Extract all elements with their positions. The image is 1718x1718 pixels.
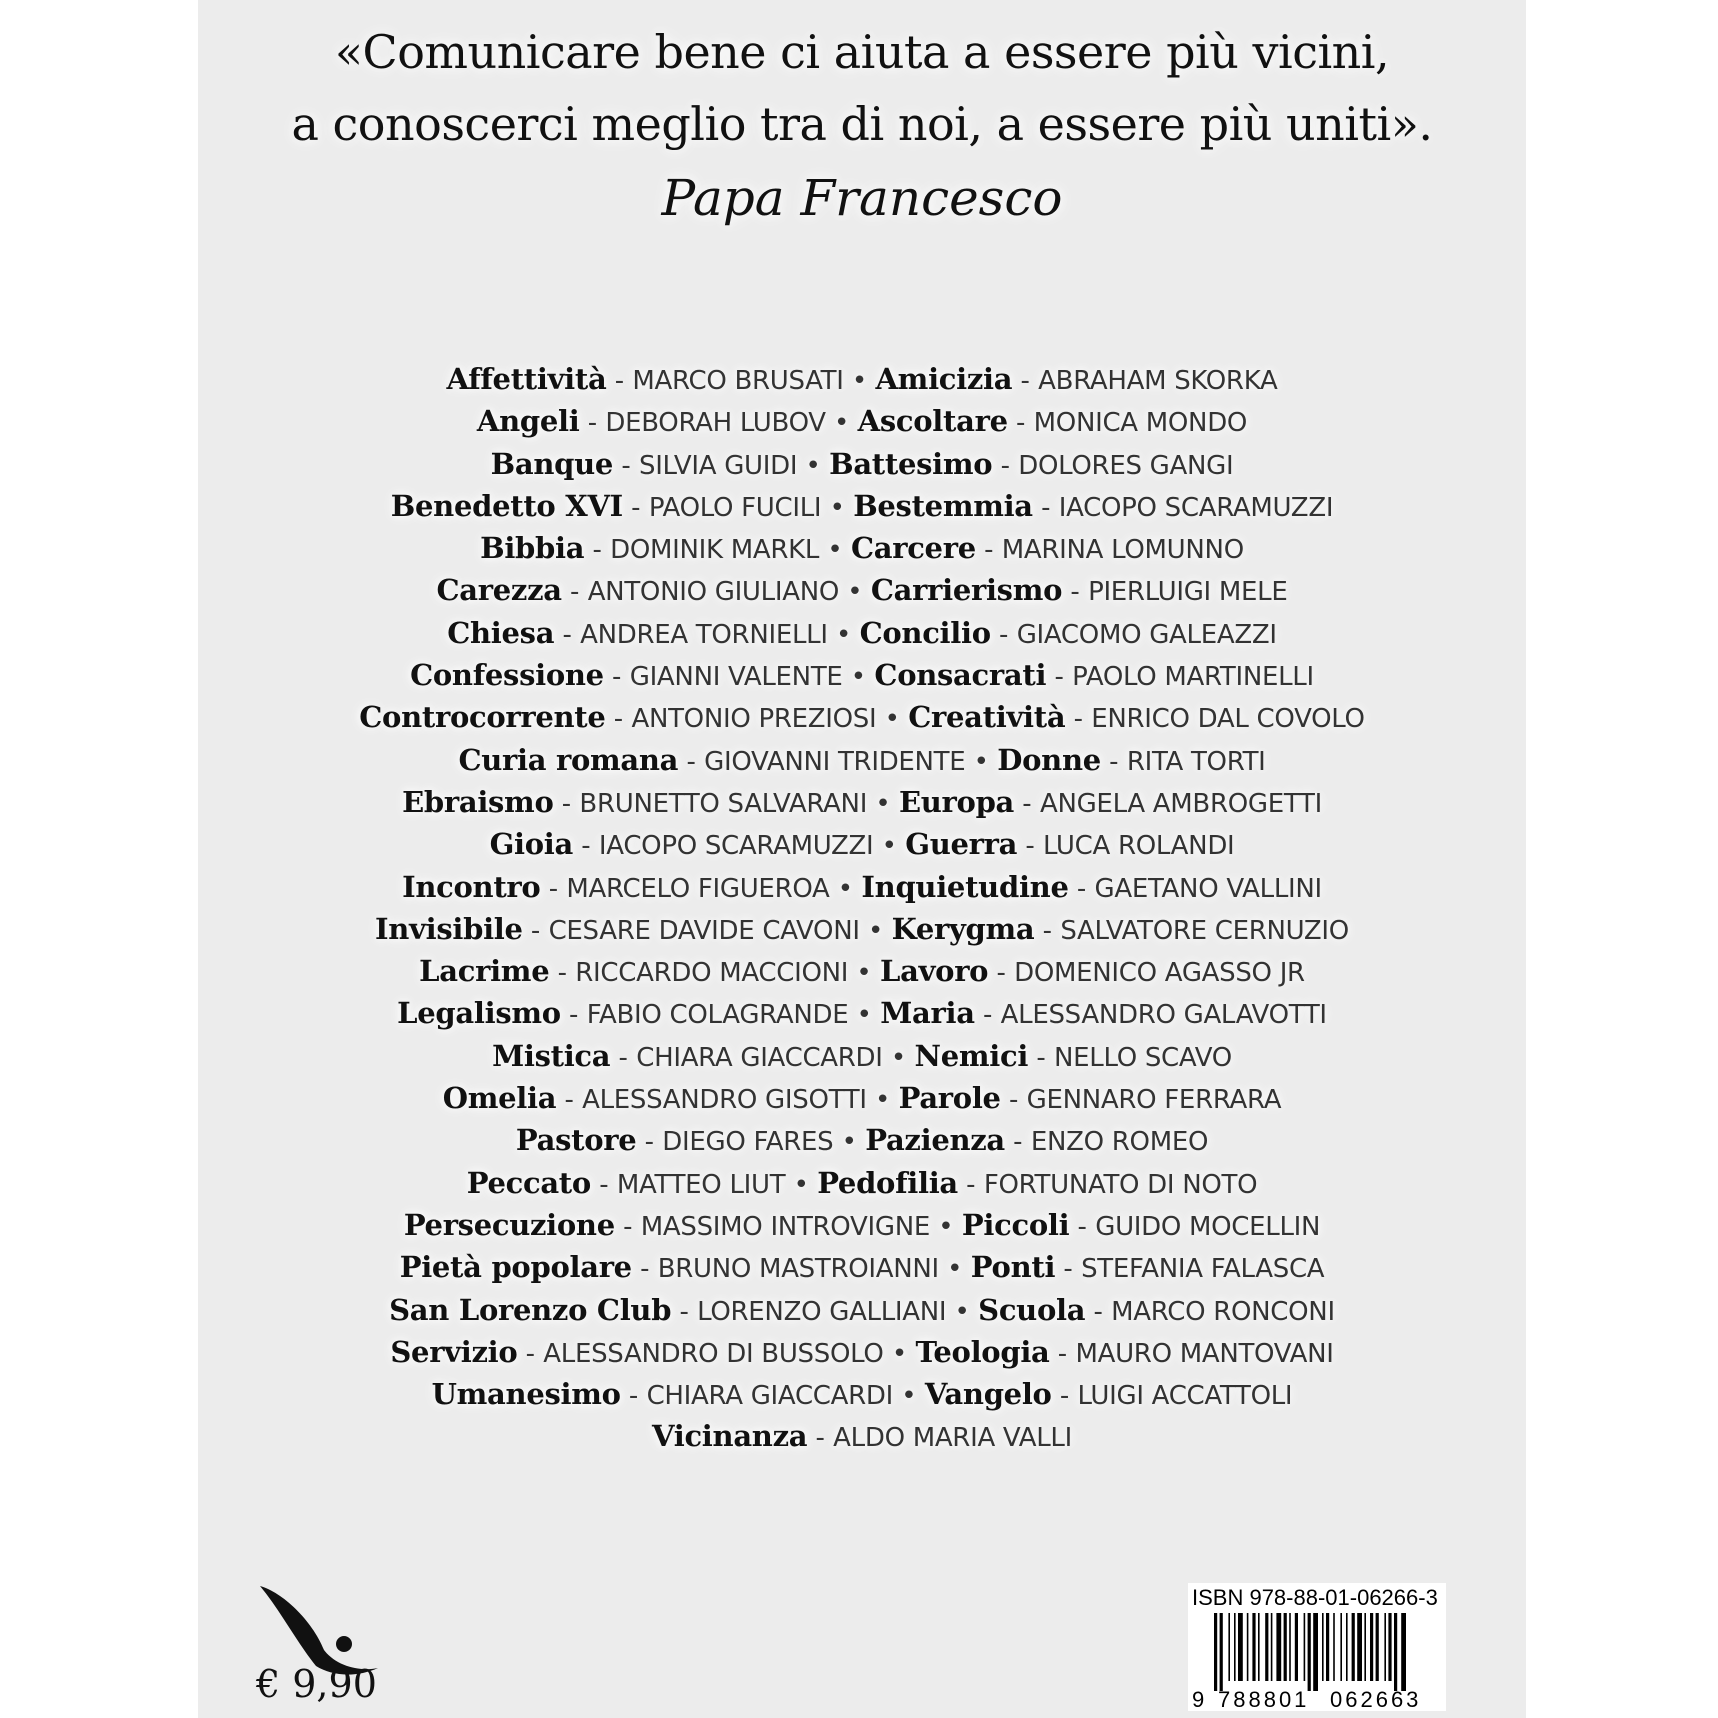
dash-separator: - — [554, 619, 581, 650]
entry-topic: Vicinanza — [652, 1419, 808, 1454]
dash-separator: - — [1049, 1338, 1076, 1369]
entry-topic: Consacrati — [874, 658, 1047, 693]
entry-author: LUCA ROLANDI — [1043, 831, 1235, 862]
dash-separator: - — [561, 577, 588, 608]
bullet-separator: • — [873, 831, 906, 862]
entry-topic: Controcorrente — [359, 700, 606, 735]
entry-topic: Legalismo — [397, 996, 561, 1031]
entry-topic: Amicizia — [875, 362, 1013, 396]
entry-row — [198, 908, 1526, 950]
isbn-barcode — [1188, 1583, 1446, 1711]
barcode-bar — [1326, 1613, 1329, 1681]
entry-topic: Pastore — [515, 1123, 637, 1158]
bullet-separator: • — [848, 1000, 881, 1031]
dash-separator: - — [613, 450, 639, 481]
entry-topic: Persecuzione — [403, 1207, 615, 1242]
barcode-bar — [1238, 1613, 1243, 1681]
dash-separator: - — [606, 366, 633, 396]
dash-separator: - — [1085, 1296, 1112, 1327]
dash-separator: - — [522, 915, 549, 946]
barcode-bar — [1284, 1613, 1287, 1681]
entry-topic: Gioia — [489, 827, 573, 862]
bullet-separator: • — [946, 1296, 979, 1327]
entry-author: LORENZO GALLIANI — [697, 1296, 947, 1327]
entry-author: MARCO BRUSATI — [632, 366, 844, 396]
barcode-bar — [1388, 1613, 1391, 1681]
entry-row — [198, 1035, 1526, 1077]
barcode-icon — [1188, 1583, 1446, 1711]
entry-author: GAETANO VALLINI — [1094, 873, 1322, 904]
dash-separator: - — [1062, 577, 1089, 608]
entry-author: MATTEO LIUT — [616, 1169, 786, 1200]
dash-separator: - — [1100, 746, 1127, 777]
entry-author: ENRICO DAL COVOLO — [1091, 704, 1365, 735]
barcode-bar — [1247, 1613, 1249, 1681]
quote-author: Papa Francesco — [661, 169, 1063, 227]
dash-separator: - — [807, 1423, 834, 1454]
entry-author: IACOPO SCARAMUZZI — [598, 831, 874, 862]
dash-separator: - — [1012, 366, 1039, 396]
entry-topic: Banque — [490, 446, 614, 481]
entry-author: FORTUNATO DI NOTO — [983, 1169, 1258, 1200]
entry-topic: Lacrime — [419, 954, 550, 989]
entry-author: PAOLO MARTINELLI — [1072, 662, 1314, 693]
bullet-separator: • — [938, 1254, 971, 1285]
dash-separator: - — [975, 535, 1002, 566]
barcode-bar — [1258, 1613, 1260, 1681]
entry-author: ALDO MARIA VALLI — [833, 1423, 1072, 1454]
entry-author: CESARE DAVIDE CAVONI — [548, 915, 860, 946]
entry-topic: Angeli — [476, 404, 580, 439]
dash-separator: - — [1046, 662, 1073, 693]
contributors-list — [198, 358, 1526, 1458]
entry-topic: Carrierismo — [870, 573, 1063, 608]
entry-author: MONICA MONDO — [1033, 408, 1248, 439]
dash-separator: - — [990, 619, 1017, 650]
entry-author: ALESSANDRO DI BUSSOLO — [543, 1338, 884, 1369]
bullet-separator: • — [797, 450, 830, 481]
barcode-bar — [1322, 1613, 1324, 1681]
entry-row — [198, 443, 1526, 485]
barcode-bar — [1252, 1613, 1255, 1681]
entry-topic: Bibbia — [480, 531, 585, 566]
bullet-separator: • — [867, 788, 899, 819]
entry-row — [198, 400, 1526, 442]
entry-row — [198, 654, 1526, 696]
dash-separator: - — [1068, 873, 1095, 904]
dash-separator: - — [590, 1169, 617, 1200]
bullet-separator: • — [930, 1211, 962, 1242]
barcode-bar — [1304, 1613, 1306, 1681]
entry-row — [198, 696, 1526, 738]
entry-row — [198, 1119, 1526, 1161]
entry-topic: Mistica — [492, 1038, 611, 1073]
dash-separator: - — [636, 1127, 663, 1158]
dash-separator: - — [517, 1338, 544, 1369]
dash-separator: - — [1034, 915, 1061, 946]
entry-author: LUIGI ACCATTOLI — [1077, 1381, 1293, 1412]
entry-topic: Ebraismo — [402, 784, 554, 819]
dash-separator: - — [1069, 1211, 1096, 1242]
entry-row — [198, 569, 1526, 611]
entry-topic: Donne — [997, 742, 1101, 777]
dash-separator: - — [678, 746, 705, 777]
dash-separator: - — [584, 535, 611, 566]
entry-topic: Ponti — [970, 1250, 1056, 1285]
barcode-bar — [1228, 1613, 1230, 1681]
dash-separator: - — [1065, 704, 1092, 735]
entry-author: IACOPO SCARAMUZZI — [1058, 492, 1334, 523]
dash-separator: - — [1017, 831, 1044, 862]
dash-separator: - — [957, 1169, 984, 1200]
entry-row — [198, 1373, 1526, 1415]
barcode-bar — [1276, 1613, 1281, 1681]
entry-author: MARCO RONCONI — [1111, 1296, 1335, 1327]
entry-topic: Chiesa — [447, 615, 555, 650]
entry-author: GIACOMO GALEAZZI — [1016, 619, 1277, 650]
barcode-bar — [1394, 1613, 1397, 1691]
barcode-bar — [1271, 1613, 1273, 1681]
entry-author: PAOLO FUCILI — [648, 492, 822, 523]
entry-topic: Ascoltare — [857, 404, 1008, 439]
entry-author: DOMENICO AGASSO JR — [1014, 958, 1305, 989]
entry-author: STEFANIA FALASCA — [1081, 1254, 1325, 1285]
dash-separator: - — [540, 873, 567, 904]
entry-row — [198, 781, 1526, 823]
entry-author: SILVIA GUIDI — [638, 450, 798, 481]
dash-separator: - — [1028, 1042, 1054, 1073]
dash-separator: - — [631, 1254, 658, 1285]
dash-separator: - — [1007, 408, 1034, 439]
entry-topic: Piccoli — [961, 1207, 1070, 1242]
bullet-separator: • — [839, 577, 871, 608]
dash-separator: - — [556, 1085, 583, 1116]
dash-separator: - — [1051, 1381, 1078, 1412]
entry-row — [198, 1204, 1526, 1246]
barcode-bar — [1376, 1613, 1379, 1681]
barcode-bar — [1214, 1613, 1217, 1691]
entry-author: BRUNO MASTROIANNI — [657, 1254, 939, 1285]
entry-row — [198, 866, 1526, 908]
dash-separator: - — [622, 492, 649, 523]
bullet-separator: • — [882, 1042, 915, 1073]
entry-author: ALESSANDRO GISOTTI — [582, 1085, 867, 1116]
barcode-bar — [1364, 1613, 1366, 1681]
quote-line-1: «Comunicare bene ci aiuta a essere più vicini, — [334, 25, 1390, 79]
entry-row — [198, 1162, 1526, 1204]
isbn-label: ISBN 978-88-01-06266-3 — [1192, 1585, 1438, 1610]
barcode-bar — [1370, 1613, 1373, 1681]
dash-separator: - — [992, 450, 1019, 481]
entry-row — [198, 950, 1526, 992]
dash-separator: - — [560, 1000, 587, 1031]
entry-topic: Battesimo — [829, 446, 993, 481]
quote-line-2: a conoscerci meglio tra di noi, a essere più uniti». — [291, 97, 1433, 151]
dash-separator: - — [1004, 1127, 1031, 1158]
entry-author: ENZO ROMEO — [1030, 1127, 1209, 1158]
entry-author: DOMINIK MARKL — [610, 535, 820, 566]
barcode-bar — [1313, 1613, 1318, 1691]
entry-topic: Pazienza — [865, 1123, 1005, 1158]
entry-author: NELLO SCAVO — [1053, 1042, 1232, 1073]
dash-separator: - — [549, 958, 576, 989]
entry-row — [198, 485, 1526, 527]
entry-author: ALESSANDRO GALAVOTTI — [1000, 1000, 1327, 1031]
entry-author: GENNARO FERRARA — [1026, 1085, 1282, 1116]
entry-author: FABIO COLAGRANDE — [586, 1000, 849, 1031]
entry-author: DIEGO FARES — [662, 1127, 834, 1158]
entry-row — [198, 823, 1526, 865]
dash-separator: - — [579, 408, 606, 439]
barcode-bar — [1265, 1613, 1268, 1681]
bullet-separator: • — [859, 915, 892, 946]
barcode-bar — [1295, 1613, 1298, 1681]
entry-row — [198, 1289, 1526, 1331]
entry-topic: Confessione — [410, 658, 604, 693]
barcode-bar — [1289, 1613, 1291, 1681]
dash-separator: - — [1014, 788, 1040, 819]
bullet-separator: • — [829, 873, 862, 904]
entry-row — [198, 527, 1526, 569]
barcode-bar — [1357, 1613, 1362, 1681]
barcode-bar — [1234, 1613, 1236, 1681]
bullet-separator: • — [848, 958, 881, 989]
barcode-bar — [1308, 1613, 1311, 1691]
entry-topic: Scuola — [978, 1292, 1086, 1327]
entry-row — [198, 992, 1526, 1034]
dash-separator: - — [1000, 1085, 1027, 1116]
entry-author: BRUNETTO SALVARANI — [579, 788, 868, 819]
barcode-bar — [1346, 1613, 1348, 1681]
entry-row — [198, 1415, 1526, 1457]
dash-separator: - — [610, 1042, 637, 1073]
dash-separator: - — [573, 831, 599, 862]
entry-row — [198, 612, 1526, 654]
dash-separator: - — [553, 788, 580, 819]
entry-topic: Creatività — [908, 700, 1066, 735]
entry-topic: Guerra — [905, 827, 1018, 862]
bullet-separator: • — [965, 746, 998, 777]
entry-topic: Europa — [898, 784, 1015, 819]
bullet-separator: • — [785, 1169, 818, 1200]
entry-topic: Pietà popolare — [399, 1250, 632, 1285]
entry-topic: Incontro — [402, 869, 541, 904]
dash-separator: - — [1055, 1254, 1082, 1285]
entry-author: MASSIMO INTROVIGNE — [640, 1211, 930, 1242]
bullet-separator: • — [819, 535, 851, 566]
barcode-bar — [1340, 1613, 1342, 1681]
entry-topic: Bestemmia — [853, 488, 1033, 523]
dash-separator: - — [603, 662, 630, 693]
price-label: € 9,90 — [256, 1662, 377, 1706]
entry-topic: Benedetto XVI — [390, 488, 623, 523]
pope-quote — [198, 16, 1526, 236]
entry-topic: Carcere — [850, 531, 976, 566]
entry-topic: Inquietudine — [861, 869, 1069, 904]
bullet-separator: • — [833, 1127, 866, 1158]
entry-topic: Teologia — [915, 1334, 1050, 1369]
entry-topic: Kerygma — [891, 911, 1035, 946]
entry-author: CHIARA GIACCARDI — [646, 1381, 893, 1412]
bullet-separator: • — [866, 1085, 899, 1116]
back-cover — [198, 0, 1526, 1718]
dash-separator: - — [988, 958, 1015, 989]
dash-separator: - — [614, 1211, 641, 1242]
bullet-separator: • — [825, 408, 858, 439]
dash-separator: - — [620, 1381, 647, 1412]
entry-topic: Vangelo — [924, 1377, 1052, 1412]
entry-topic: Servizio — [390, 1334, 518, 1369]
entry-author: PIERLUIGI MELE — [1088, 577, 1288, 608]
dash-separator: - — [974, 1000, 1001, 1031]
entry-row — [198, 739, 1526, 781]
entry-row — [198, 1246, 1526, 1288]
entry-author: GUIDO MOCELLIN — [1095, 1211, 1321, 1242]
entry-author: ANTONIO GIULIANO — [587, 577, 840, 608]
barcode-digits-right: 062663 — [1330, 1687, 1422, 1711]
barcode-bar — [1352, 1613, 1355, 1681]
dash-separator: - — [1032, 492, 1059, 523]
entry-row — [198, 1331, 1526, 1373]
bullet-separator: • — [827, 619, 860, 650]
entry-author: RICCARDO MACCIONI — [575, 958, 849, 989]
entry-author: DOLORES GANGI — [1018, 450, 1234, 481]
entry-row — [198, 1077, 1526, 1119]
dash-separator: - — [671, 1296, 698, 1327]
entry-topic: Nemici — [914, 1038, 1029, 1073]
entry-author: GIANNI VALENTE — [629, 662, 843, 693]
entry-author: SALVATORE CERNUZIO — [1060, 915, 1349, 946]
bullet-separator: • — [876, 704, 909, 735]
logo-head-shape — [336, 1636, 352, 1652]
entry-topic: Parole — [898, 1081, 1001, 1116]
entry-author: MARINA LOMUNNO — [1001, 535, 1244, 566]
entry-topic: Umanesimo — [431, 1377, 621, 1412]
entry-topic: Pedofilia — [817, 1165, 958, 1200]
entry-topic: Affettività — [446, 362, 607, 396]
entry-row — [198, 358, 1526, 400]
entry-author: ANTONIO PREZIOSI — [631, 704, 877, 735]
entry-author: DEBORAH LUBOV — [605, 408, 826, 439]
entry-topic: San Lorenzo Club — [389, 1292, 672, 1327]
entry-topic: Peccato — [466, 1165, 591, 1200]
dash-separator: - — [605, 704, 632, 735]
bullet-separator: • — [842, 662, 875, 693]
bullet-separator: • — [893, 1381, 925, 1412]
bullet-separator: • — [843, 366, 876, 396]
entry-topic: Carezza — [436, 573, 562, 608]
entry-topic: Maria — [880, 996, 975, 1031]
barcode-digits-left: 788801 — [1218, 1687, 1310, 1711]
entry-author: ABRAHAM SKORKA — [1038, 366, 1278, 396]
entry-author: ANGELA AMBROGETTI — [1039, 788, 1322, 819]
entry-author: MARCELO FIGUEROA — [566, 873, 830, 904]
entry-topic: Concilio — [859, 615, 991, 650]
barcode-bar — [1220, 1613, 1223, 1691]
barcode-bar — [1401, 1613, 1406, 1691]
entry-topic: Lavoro — [880, 954, 989, 989]
entry-author: CHIARA GIACCARDI — [636, 1042, 883, 1073]
entry-author: ANDREA TORNIELLI — [580, 619, 828, 650]
bullet-separator: • — [821, 492, 854, 523]
entry-topic: Invisibile — [375, 911, 523, 946]
entry-topic: Omelia — [442, 1081, 557, 1116]
entry-author: GIOVANNI TRIDENTE — [704, 746, 966, 777]
barcode-bar — [1333, 1613, 1335, 1681]
bullet-separator: • — [883, 1338, 916, 1369]
entry-author: RITA TORTI — [1126, 746, 1266, 777]
barcode-bar — [1384, 1613, 1386, 1681]
entry-topic: Curia romana — [458, 742, 679, 777]
entry-author: MAURO MANTOVANI — [1075, 1338, 1334, 1369]
barcode-digit-first: 9 — [1192, 1687, 1205, 1711]
